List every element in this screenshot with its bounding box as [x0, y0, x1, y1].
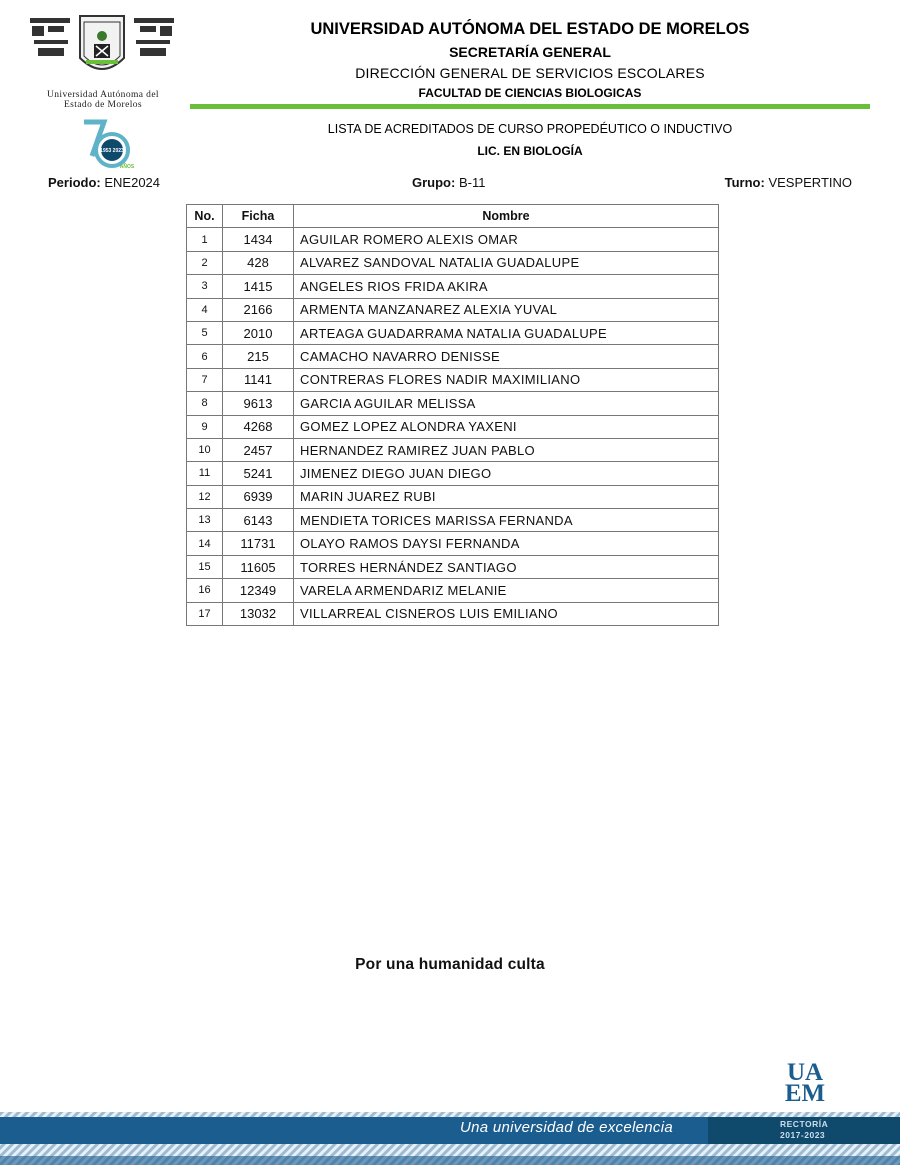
rectoria-years: 2017-2023 — [780, 1130, 826, 1140]
cell-ficha: 2010 — [223, 321, 294, 344]
cell-nombre: GOMEZ LOPEZ ALONDRA YAXENI — [294, 415, 719, 438]
cell-nombre: MENDIETA TORICES MARISSA FERNANDA — [294, 509, 719, 532]
cell-no: 7 — [187, 368, 223, 391]
cell-nombre: ARTEAGA GUADARRAMA NATALIA GUADALUPE — [294, 321, 719, 344]
cell-ficha: 9613 — [223, 392, 294, 415]
cell-nombre: ANGELES RIOS FRIDA AKIRA — [294, 275, 719, 298]
cell-no: 10 — [187, 438, 223, 461]
table-row — [187, 228, 719, 251]
cell-ficha: 4268 — [223, 415, 294, 438]
table-row — [187, 462, 719, 485]
university-crest-logo — [28, 14, 176, 90]
cell-nombre: GARCIA AGUILAR MELISSA — [294, 392, 719, 415]
grupo-value: B-11 — [458, 175, 486, 190]
cell-no: 12 — [187, 485, 223, 508]
uaem-logo — [766, 1059, 844, 1107]
periodo-field — [48, 175, 160, 190]
anniversary-word: AÑOS — [119, 164, 134, 170]
table-row — [187, 275, 719, 298]
cell-nombre: AGUILAR ROMERO ALEXIS OMAR — [294, 228, 719, 251]
cell-no: 14 — [187, 532, 223, 555]
header-divider — [190, 104, 870, 109]
table-header-row — [187, 205, 719, 228]
anniversary-70-logo — [78, 116, 134, 172]
direccion-title: DIRECCIÓN GENERAL DE SERVICIOS ESCOLARES — [355, 65, 705, 81]
cell-nombre: MARIN JUAREZ RUBI — [294, 485, 719, 508]
table-row — [187, 438, 719, 461]
cell-ficha: 2166 — [223, 298, 294, 321]
cell-nombre: ARMENTA MANZANAREZ ALEXIA YUVAL — [294, 298, 719, 321]
facultad-title: FACULTAD DE CIENCIAS BIOLOGICAS — [418, 86, 642, 100]
cell-ficha: 1141 — [223, 368, 294, 391]
uaem-logo-line1: UA — [786, 1059, 824, 1086]
table-row — [187, 345, 719, 368]
cell-nombre: TORRES HERNÁNDEZ SANTIAGO — [294, 555, 719, 578]
cell-nombre: CAMACHO NAVARRO DENISSE — [294, 345, 719, 368]
table-row — [187, 321, 719, 344]
table-row — [187, 251, 719, 274]
university-motto: Por una humanidad culta — [355, 956, 545, 973]
cell-nombre: ALVAREZ SANDOVAL NATALIA GUADALUPE — [294, 251, 719, 274]
cell-nombre: JIMENEZ DIEGO JUAN DIEGO — [294, 462, 719, 485]
table-row — [187, 415, 719, 438]
cell-ficha: 12349 — [223, 579, 294, 602]
cell-ficha: 11605 — [223, 555, 294, 578]
cell-nombre: VARELA ARMENDARIZ MELANIE — [294, 579, 719, 602]
turno-value: VESPERTINO — [768, 175, 852, 190]
cell-no: 4 — [187, 298, 223, 321]
cell-no: 16 — [187, 579, 223, 602]
table-row — [187, 368, 719, 391]
roster-table — [186, 204, 719, 626]
rectoria-label: RECTORÍA — [780, 1119, 829, 1129]
cell-ficha: 1434 — [223, 228, 294, 251]
footer-slogan: Una universidad de excelencia — [460, 1119, 673, 1136]
cell-no: 1 — [187, 228, 223, 251]
cell-no: 11 — [187, 462, 223, 485]
table-row — [187, 579, 719, 602]
anniversary-years: 1953 2023 — [100, 148, 124, 154]
secretaria-title: SECRETARÍA GENERAL — [449, 44, 611, 60]
header-no: No. — [187, 205, 223, 228]
cell-no: 17 — [187, 602, 223, 625]
cell-no: 13 — [187, 509, 223, 532]
list-title: LISTA DE ACREDITADOS DE CURSO PROPEDÉUTICO O INDUCTIVO — [327, 122, 733, 136]
table-row — [187, 485, 719, 508]
cell-ficha: 13032 — [223, 602, 294, 625]
turno-field — [725, 175, 852, 190]
crest-caption-line2: Estado de Morelos — [63, 100, 143, 110]
cell-no: 3 — [187, 275, 223, 298]
cell-ficha: 6939 — [223, 485, 294, 508]
table-row — [187, 555, 719, 578]
table-row — [187, 298, 719, 321]
cell-no: 15 — [187, 555, 223, 578]
cell-no: 6 — [187, 345, 223, 368]
cell-ficha: 5241 — [223, 462, 294, 485]
cell-no: 2 — [187, 251, 223, 274]
cell-nombre: OLAYO RAMOS DAYSI FERNANDA — [294, 532, 719, 555]
university-crest-caption — [28, 90, 178, 110]
header-ficha: Ficha — [223, 205, 294, 228]
turno-label: Turno: — [724, 175, 765, 190]
periodo-label: Periodo: — [48, 175, 101, 190]
crest-caption-line1: Universidad Autónoma del — [47, 90, 159, 100]
cell-nombre: VILLARREAL CISNEROS LUIS EMILIANO — [294, 602, 719, 625]
cell-ficha: 215 — [223, 345, 294, 368]
cell-ficha: 11731 — [223, 532, 294, 555]
header-nombre: Nombre — [294, 205, 719, 228]
cell-no: 8 — [187, 392, 223, 415]
grupo-label: Grupo: — [412, 175, 456, 190]
table-row — [187, 602, 719, 625]
cell-no: 5 — [187, 321, 223, 344]
cell-ficha: 1415 — [223, 275, 294, 298]
grupo-field — [412, 175, 485, 190]
table-row — [187, 509, 719, 532]
cell-ficha: 6143 — [223, 509, 294, 532]
cell-no: 9 — [187, 415, 223, 438]
table-row — [187, 392, 719, 415]
cell-ficha: 2457 — [223, 438, 294, 461]
university-name: UNIVERSIDAD AUTÓNOMA DEL ESTADO DE MORELOS — [310, 20, 750, 38]
uaem-logo-line2: EM — [784, 1080, 826, 1107]
periodo-value: ENE2024 — [104, 175, 161, 190]
program-title: LIC. EN BIOLOGÍA — [477, 144, 583, 158]
table-row — [187, 532, 719, 555]
cell-ficha: 428 — [223, 251, 294, 274]
cell-nombre: CONTRERAS FLORES NADIR MAXIMILIANO — [294, 368, 719, 391]
cell-nombre: HERNANDEZ RAMIREZ JUAN PABLO — [294, 438, 719, 461]
